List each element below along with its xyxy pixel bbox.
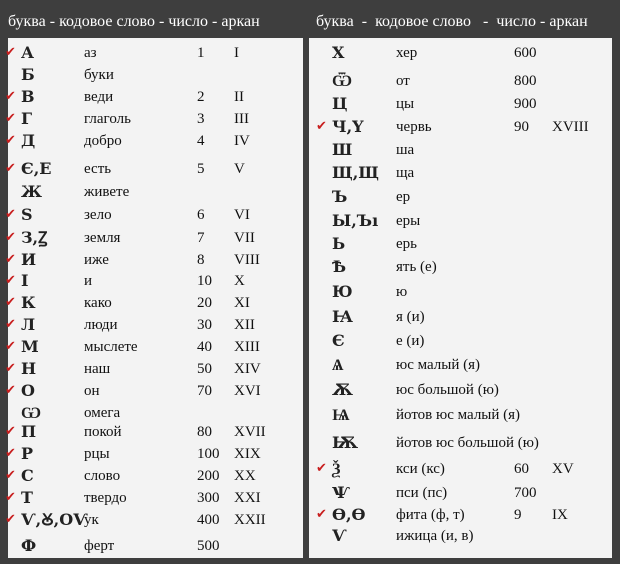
letter-glyph: Н: [21, 359, 37, 378]
letter-glyph: З,Ꙁ: [21, 228, 48, 247]
code-word: ер: [396, 189, 411, 205]
letter-glyph: М: [21, 337, 39, 356]
arcana-roman: XXI: [234, 490, 261, 506]
code-word: ять (е): [396, 259, 437, 275]
right-row: [0, 525, 620, 547]
arcana-roman: XXII: [234, 512, 266, 528]
code-word: земля: [84, 230, 121, 246]
number-value: 8: [197, 252, 205, 268]
number-value: 5: [197, 161, 205, 177]
check-mark-icon: ✔: [5, 111, 16, 126]
arcana-roman: I: [234, 45, 239, 61]
code-word: ша: [396, 142, 415, 158]
letter-glyph: Ѕ: [21, 205, 33, 224]
letter-glyph: Ѭ: [332, 433, 359, 452]
code-word: ю: [396, 284, 408, 300]
code-word: мыслете: [84, 339, 138, 355]
code-word: како: [84, 295, 112, 311]
number-value: 2: [197, 89, 205, 105]
arcana-roman: VIII: [234, 252, 260, 268]
right-row: [0, 404, 620, 426]
letter-glyph: К: [21, 293, 36, 312]
code-word: хер: [396, 45, 418, 61]
letter-glyph: И: [21, 250, 37, 269]
letter-glyph: Ѡ: [21, 403, 42, 422]
arcana-roman: XII: [234, 317, 255, 333]
check-mark-icon: ✔: [5, 133, 16, 148]
number-value: 20: [197, 295, 212, 311]
right-row: [0, 432, 620, 454]
number-value: 4: [197, 133, 205, 149]
check-mark-icon: ✔: [5, 207, 16, 222]
code-word: пси (пс): [396, 485, 448, 501]
number-value: 400: [197, 512, 220, 528]
right-row: [0, 458, 620, 480]
number-value: 3: [197, 111, 205, 127]
letter-glyph: Щ,Щ: [332, 163, 379, 182]
right-row: [0, 281, 620, 303]
letter-glyph: Д: [21, 131, 36, 150]
code-word: аз: [84, 45, 97, 61]
number-value: 10: [197, 273, 212, 289]
letter-glyph: Т: [21, 488, 33, 507]
number-value: 40: [197, 339, 212, 355]
number-value: 60: [514, 461, 529, 477]
number-value: 700: [514, 485, 537, 501]
code-word: люди: [84, 317, 118, 333]
letter-glyph: А: [21, 43, 35, 62]
letter-glyph: Ы,Ъı: [332, 211, 379, 230]
arcana-roman: XVI: [234, 383, 261, 399]
letter-glyph: Ѿ: [332, 71, 353, 90]
number-value: 200: [197, 468, 220, 484]
letter-glyph: Є: [332, 331, 345, 350]
letter-glyph: П: [21, 422, 37, 441]
check-mark-icon: ✔: [5, 89, 16, 104]
right-row: [0, 379, 620, 401]
right-row: [0, 354, 620, 376]
code-word: рцы: [84, 446, 110, 462]
code-word: иже: [84, 252, 109, 268]
check-mark-icon: ✔: [316, 119, 327, 134]
code-word: червь: [396, 119, 432, 135]
arcana-roman: XX: [234, 468, 256, 484]
check-mark-icon: ✔: [316, 507, 327, 522]
check-mark-icon: ✔: [5, 468, 16, 483]
number-value: 500: [197, 538, 220, 554]
number-value: 300: [197, 490, 220, 506]
letter-glyph: В: [21, 87, 35, 106]
code-word: фита (ф, т): [396, 507, 465, 523]
arcana-roman: XIX: [234, 446, 261, 462]
code-word: ща: [396, 165, 415, 181]
number-value: 1: [197, 45, 205, 61]
code-word: веди: [84, 89, 114, 105]
letter-glyph: Ѯ: [332, 459, 341, 478]
number-value: 600: [514, 45, 537, 61]
letter-glyph: Ц: [332, 94, 348, 113]
letter-glyph: І: [21, 271, 29, 290]
arcana-roman: XIII: [234, 339, 260, 355]
check-mark-icon: ✔: [5, 45, 16, 60]
arcana-roman: XVIII: [552, 119, 589, 135]
letter-glyph: Г: [21, 109, 33, 128]
code-word: он: [84, 383, 100, 399]
letter-glyph: Ь: [332, 234, 346, 253]
code-word: ферт: [84, 538, 115, 554]
code-word: кси (кс): [396, 461, 445, 477]
arcana-roman: VII: [234, 230, 255, 246]
left-header: буква - кодовое слово - число - аркан: [8, 13, 260, 30]
number-value: 9: [514, 507, 522, 523]
arcana-roman: V: [234, 161, 245, 177]
code-word: буки: [84, 67, 114, 83]
number-value: 30: [197, 317, 212, 333]
code-word: омега: [84, 405, 121, 421]
number-value: 70: [197, 383, 212, 399]
arcana-roman: II: [234, 89, 244, 105]
code-word: цы: [396, 96, 415, 112]
check-mark-icon: ✔: [5, 252, 16, 267]
arcana-roman: XIV: [234, 361, 261, 377]
right-row: [0, 210, 620, 232]
number-value: 6: [197, 207, 205, 223]
code-word: зело: [84, 207, 112, 223]
number-value: 800: [514, 73, 537, 89]
right-row: [0, 116, 620, 138]
check-mark-icon: ✔: [5, 339, 16, 354]
code-word: юс большой (ю): [396, 382, 499, 398]
number-value: 100: [197, 446, 220, 462]
code-word: твердо: [84, 490, 127, 506]
check-mark-icon: ✔: [5, 424, 16, 439]
number-value: 90: [514, 119, 529, 135]
check-mark-icon: ✔: [316, 461, 327, 476]
letter-glyph: Х: [332, 43, 345, 62]
letter-glyph: Ѣ: [332, 257, 347, 276]
check-mark-icon: ✔: [5, 512, 16, 527]
letter-glyph: О: [21, 381, 35, 400]
check-mark-icon: ✔: [5, 446, 16, 461]
code-word: глаголь: [84, 111, 131, 127]
number-value: 50: [197, 361, 212, 377]
letter-glyph: Є,Е: [21, 159, 52, 178]
letter-glyph: Ѵ,Ꙋ,ОѴ: [21, 510, 88, 529]
right-header: буква - кодовое слово - число - аркан: [316, 13, 588, 30]
code-word: ижица (и, в): [396, 528, 474, 544]
letter-glyph: Б: [21, 65, 35, 84]
right-row: [0, 162, 620, 184]
right-row: [0, 504, 620, 526]
letter-glyph: Ѱ: [332, 483, 350, 502]
letter-glyph: Ш: [332, 140, 353, 159]
right-row: [0, 139, 620, 161]
code-word: наш: [84, 361, 111, 377]
check-mark-icon: ✔: [5, 273, 16, 288]
letter-glyph: Ѫ: [332, 380, 353, 399]
right-row: [0, 42, 620, 64]
check-mark-icon: ✔: [5, 383, 16, 398]
arcana-roman: X: [234, 273, 245, 289]
letter-glyph: С: [21, 466, 34, 485]
letter-glyph: Л: [21, 315, 36, 334]
right-row: [0, 186, 620, 208]
letter-glyph: Ѩ: [332, 405, 350, 424]
code-word: юс малый (я): [396, 357, 481, 373]
letter-glyph: Ѧ: [332, 355, 344, 374]
letter-glyph: Ю: [332, 282, 353, 301]
arcana-roman: IX: [552, 507, 568, 523]
right-row: [0, 306, 620, 328]
letter-glyph: Ѳ,Ѳ: [332, 505, 366, 524]
letter-glyph: Ѵ: [332, 526, 347, 545]
letter-glyph: Ꙗ: [332, 307, 353, 326]
code-word: ук: [84, 512, 99, 528]
code-word: еры: [396, 213, 421, 229]
arcana-roman: VI: [234, 207, 250, 223]
arcana-roman: XVII: [234, 424, 266, 440]
code-word: йотов юс малый (я): [396, 407, 521, 423]
check-mark-icon: ✔: [5, 295, 16, 310]
code-word: е (и): [396, 333, 425, 349]
check-mark-icon: ✔: [5, 317, 16, 332]
arcana-roman: III: [234, 111, 249, 127]
number-value: 900: [514, 96, 537, 112]
code-word: есть: [84, 161, 112, 177]
right-row: [0, 482, 620, 504]
letter-glyph: Р: [21, 444, 34, 463]
code-word: от: [396, 73, 410, 89]
number-value: 80: [197, 424, 212, 440]
arcana-roman: IV: [234, 133, 250, 149]
code-word: покой: [84, 424, 122, 440]
code-word: и: [84, 273, 93, 289]
letter-glyph: Ъ: [332, 187, 348, 206]
code-word: я (и): [396, 309, 425, 325]
code-word: ерь: [396, 236, 417, 252]
right-row: [0, 70, 620, 92]
code-word: живете: [84, 184, 130, 200]
right-row: [0, 93, 620, 115]
code-word: слово: [84, 468, 121, 484]
check-mark-icon: ✔: [5, 361, 16, 376]
code-word: добро: [84, 133, 122, 149]
letter-glyph: Ч,Ү: [332, 117, 364, 136]
code-word: йотов юс большой (ю): [396, 435, 539, 451]
letter-glyph: Ф: [21, 536, 37, 555]
number-value: 7: [197, 230, 205, 246]
right-row: [0, 330, 620, 352]
letter-glyph: Ж: [21, 182, 42, 201]
right-row: [0, 256, 620, 278]
arcana-roman: XV: [552, 461, 574, 477]
arcana-roman: XI: [234, 295, 250, 311]
check-mark-icon: ✔: [5, 161, 16, 176]
check-mark-icon: ✔: [5, 490, 16, 505]
right-row: [0, 233, 620, 255]
check-mark-icon: ✔: [5, 230, 16, 245]
